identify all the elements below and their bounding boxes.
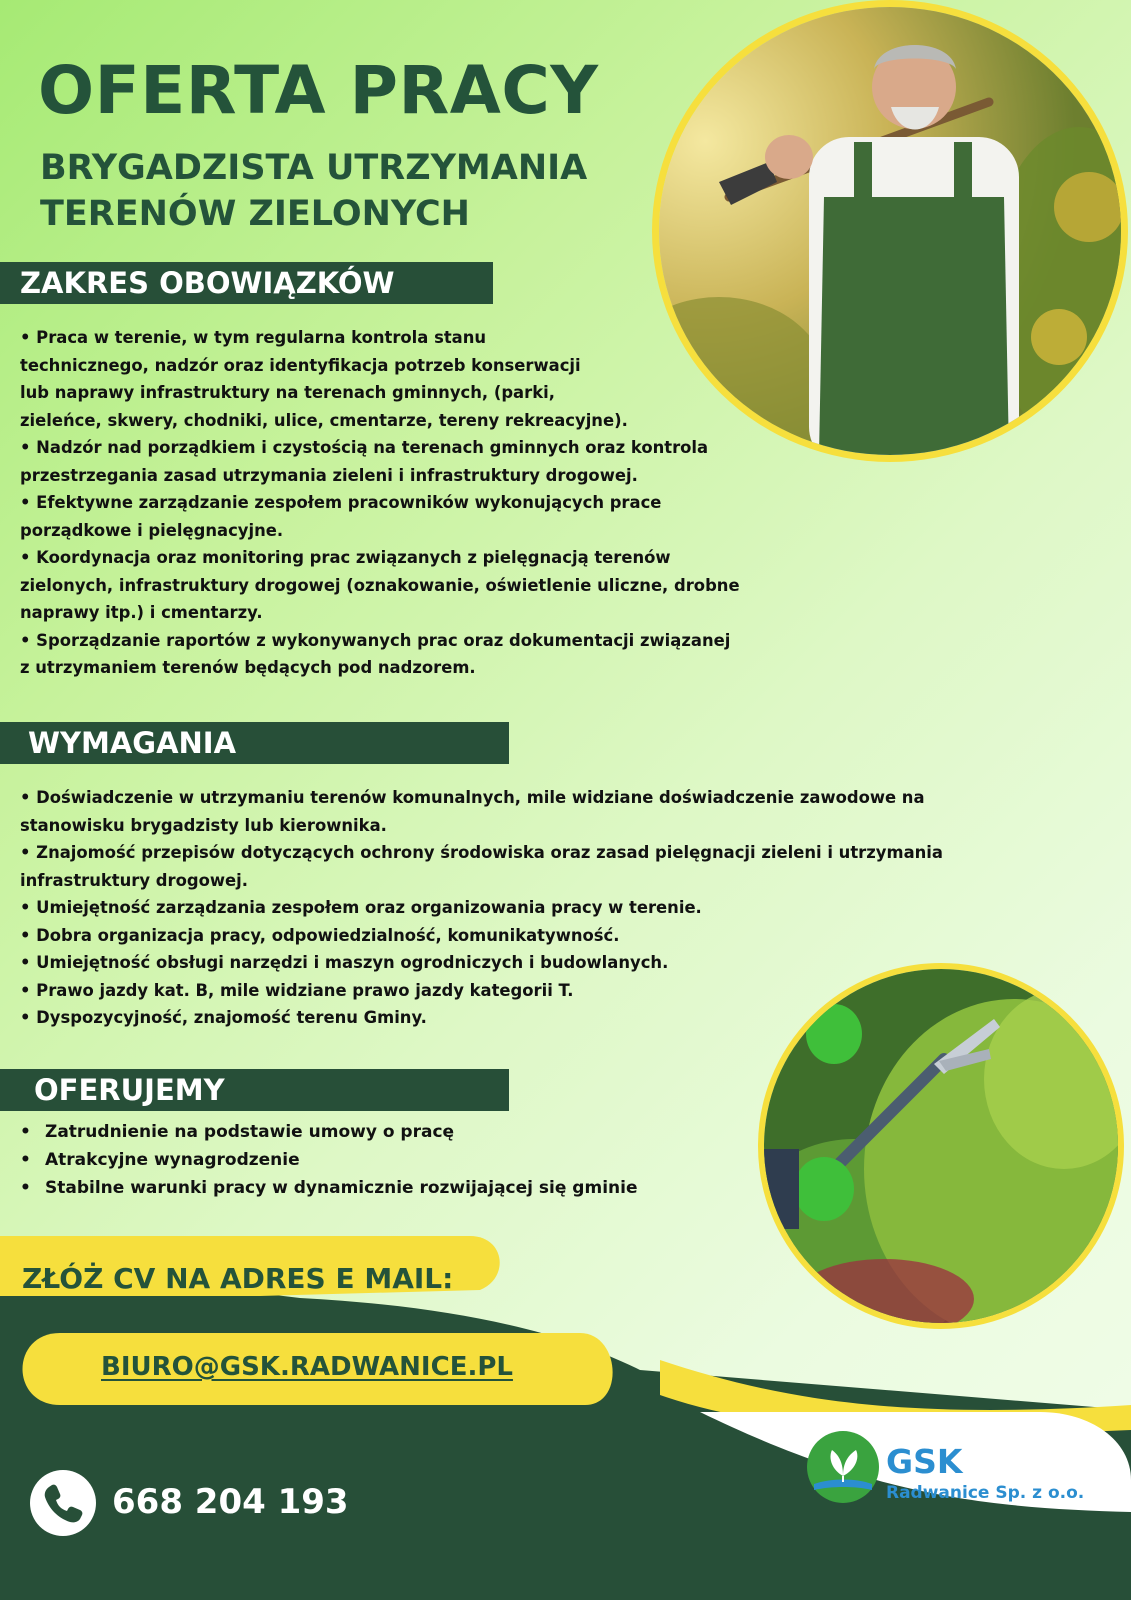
requirements-line: stanowisku brygadzisty lub kierownika. bbox=[20, 815, 387, 835]
hedge-illustration bbox=[764, 969, 1118, 1323]
logo-name: GSK bbox=[886, 1442, 963, 1481]
requirements-heading-text: WYMAGANIA bbox=[28, 726, 237, 760]
job-title bbox=[40, 145, 587, 237]
offer-item-text: Atrakcyjne wynagrodzenie bbox=[45, 1150, 300, 1170]
duties-list bbox=[20, 324, 740, 682]
offer-item-text: Stabilne warunki pracy w dynamicznie rozwijającej się gminie bbox=[45, 1178, 638, 1198]
requirements-list bbox=[20, 784, 943, 1032]
offer-heading-text: OFERUJEMY bbox=[34, 1073, 225, 1107]
offer-item-text: Zatrudnienie na podstawie umowy o pracę bbox=[45, 1122, 455, 1142]
duties-line: zielonych, infrastruktury drogowej (oznakowanie, oświetlenie uliczne, drobne bbox=[20, 575, 740, 595]
duties-line: • Efektywne zarządzanie zespołem pracowników wykonujących prace bbox=[20, 493, 662, 512]
duties-line: • Nadzór nad porządkiem i czystością na terenach gminnych oraz kontrola bbox=[20, 438, 709, 457]
requirements-line: • Dyspozycyjność, znajomość terenu Gminy. bbox=[20, 1008, 427, 1027]
requirements-line: • Dobra organizacja pracy, odpowiedzialność, komunikatywność. bbox=[20, 925, 620, 945]
phone-number[interactable]: 668 204 193 bbox=[112, 1482, 349, 1522]
job-title-line-1: BRYGADZISTA UTRZYMANIA bbox=[40, 148, 588, 188]
duties-line: zieleńce, skwery, chodniki, ulice, cmentarze, tereny rekreacyjne). bbox=[20, 410, 628, 430]
offer-list bbox=[20, 1118, 637, 1202]
offer-item: • Stabilne warunki pracy w dynamicznie rozwijającej się gminie bbox=[20, 1178, 638, 1198]
job-title-line-2: TERENÓW ZIELONYCH bbox=[40, 194, 470, 234]
page-title: OFERTA PRACY bbox=[38, 52, 599, 129]
duties-line: lub naprawy infrastruktury na terenach gminnych, (parki, bbox=[20, 383, 555, 402]
offer-item: • Zatrudnienie na podstawie umowy o pracę bbox=[20, 1122, 455, 1142]
duties-line: • Praca w terenie, w tym regularna kontrola stanu bbox=[20, 328, 487, 347]
duties-heading-text: ZAKRES OBOWIĄZKÓW bbox=[20, 266, 395, 300]
duties-line: przestrzegania zasad utrzymania zieleni i infrastruktury drogowej. bbox=[20, 465, 638, 485]
requirements-line: • Znajomość przepisów dotyczących ochrony środowiska oraz zasad pielęgnacji zieleni i utrzymania bbox=[20, 843, 943, 862]
logo-subtitle: Radwanice Sp. z o.o. bbox=[886, 1483, 1085, 1503]
duties-line: • Sporządzanie raportów z wykonywanych prac oraz dokumentacji związanej bbox=[20, 630, 731, 650]
apply-cta: ZŁÓŻ CV NA ADRES E MAIL: bbox=[22, 1262, 454, 1295]
requirements-line: infrastruktury drogowej. bbox=[20, 870, 248, 890]
requirements-line: • Doświadczenie w utrzymaniu terenów komunalnych, mile widziane doświadczenie zawodowe na bbox=[20, 788, 925, 807]
duties-line: porządkowe i pielęgnacyjne. bbox=[20, 520, 284, 540]
duties-heading bbox=[0, 262, 493, 304]
duties-line: • Koordynacja oraz monitoring prac związanych z pielęgnacją terenów bbox=[20, 548, 671, 567]
requirements-heading bbox=[0, 722, 509, 764]
duties-line: naprawy itp.) i cmentarzy. bbox=[20, 603, 263, 622]
duties-line: technicznego, nadzór oraz identyfikacja potrzeb konserwacji bbox=[20, 355, 581, 375]
phone-icon[interactable] bbox=[30, 1470, 96, 1536]
offer-item: • Atrakcyjne wynagrodzenie bbox=[20, 1150, 300, 1170]
duties-line: z utrzymaniem terenów będących pod nadzorem. bbox=[20, 658, 476, 677]
requirements-line: • Prawo jazdy kat. B, mile widziane prawo jazdy kategorii T. bbox=[20, 980, 574, 1000]
requirements-line: • Umiejętność zarządzania zespołem oraz organizowania pracy w terenie. bbox=[20, 898, 702, 917]
requirements-line: • Umiejętność obsługi narzędzi i maszyn ogrodniczych i budowlanych. bbox=[20, 953, 669, 972]
email-link[interactable]: BIURO@GSK.RADWANICE.PL bbox=[101, 1352, 513, 1382]
hedge-trimming-photo bbox=[758, 963, 1124, 1329]
leaf-logo-icon bbox=[806, 1430, 880, 1504]
offer-heading bbox=[0, 1069, 509, 1111]
